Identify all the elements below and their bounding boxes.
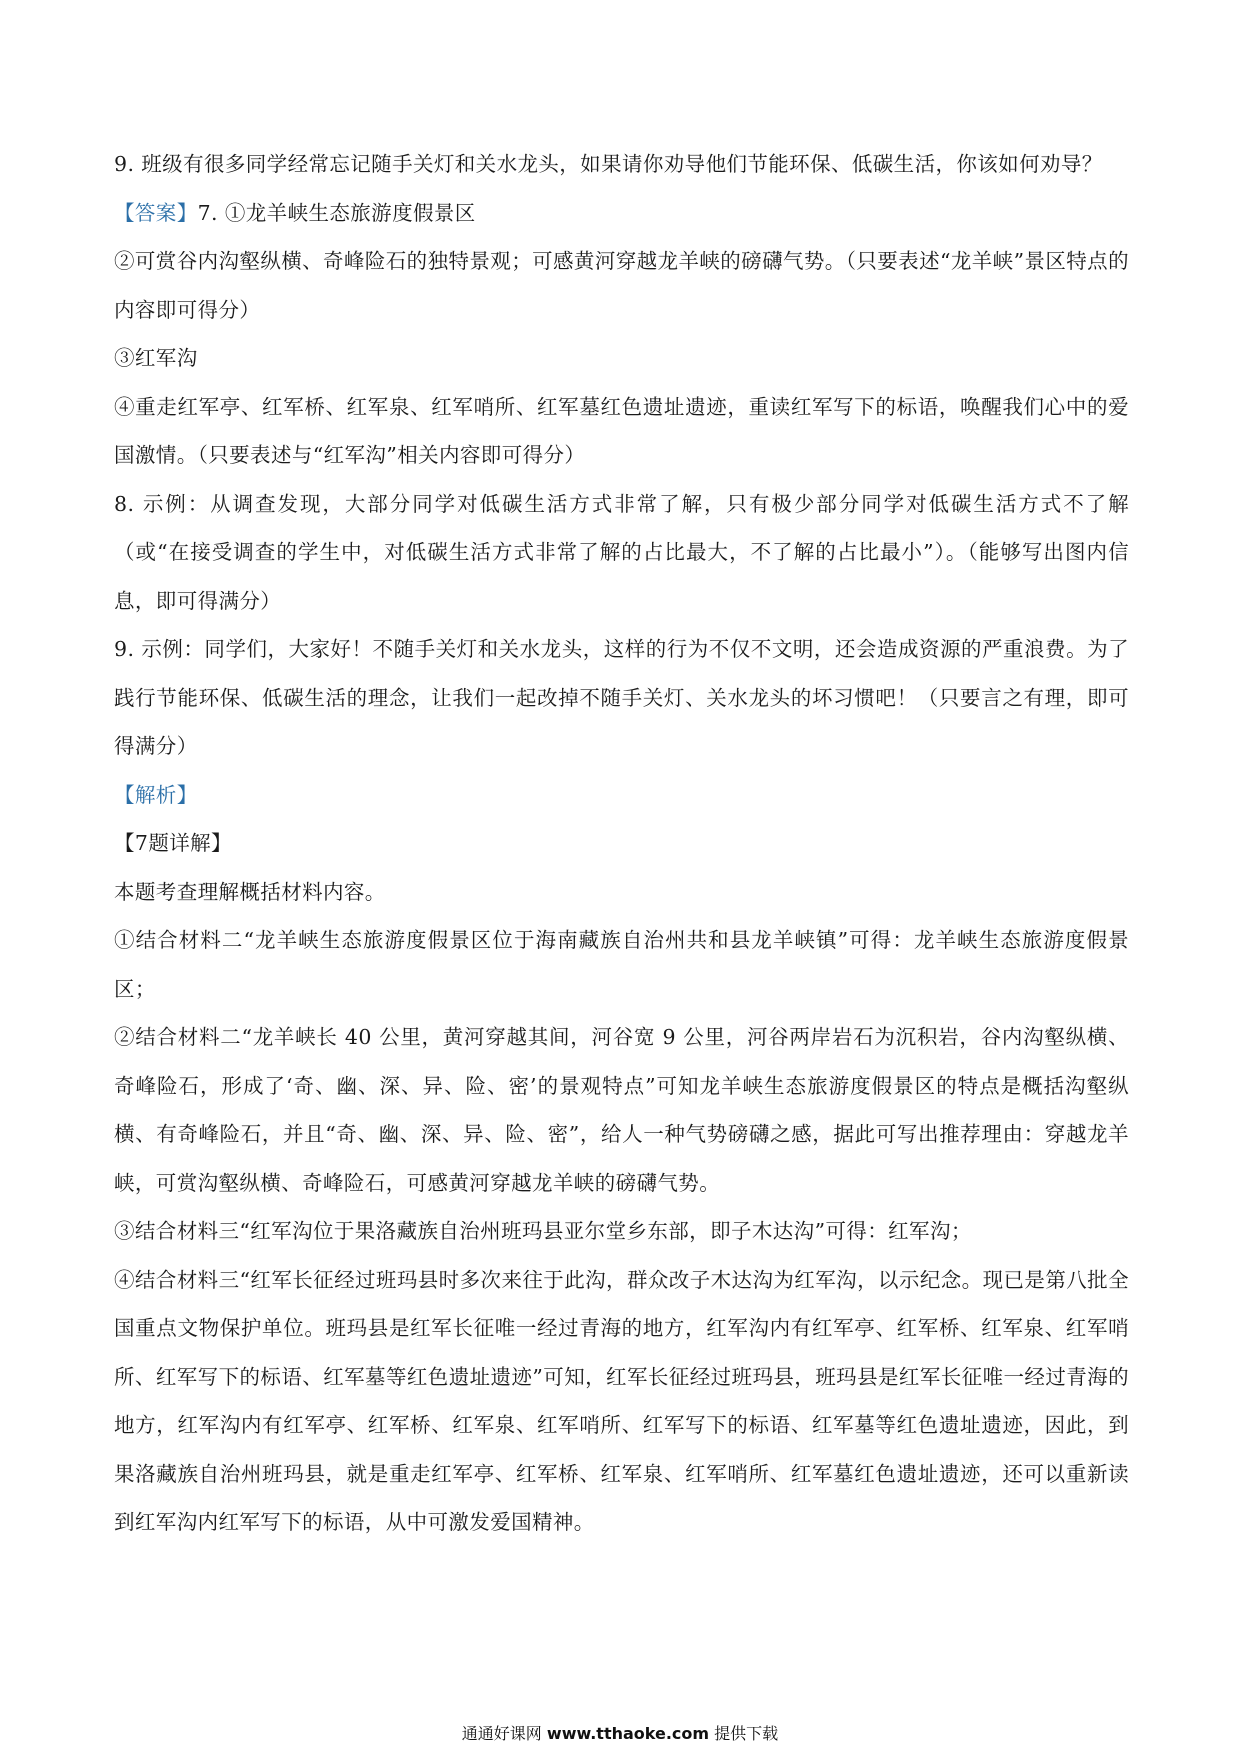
document-body	[114, 140, 1129, 1547]
answer-q7-item3: ③红军沟	[114, 346, 198, 370]
question-9: 9. 班级有很多同学经常忘记随手关灯和关水龙头，如果请你劝导他们节能环保、低碳生活，你该如何劝导？	[114, 152, 1103, 176]
footer-suffix: 提供下载	[714, 1724, 779, 1743]
analysis-point-1: ①结合材料二“龙羊峡生态旅游度假景区位于海南藏族自治州共和县龙羊峡镇”可得：龙羊峡生态旅游度假景区；	[114, 928, 1129, 1001]
answer-q8: 8. 示例：从调查发现，大部分同学对低碳生活方式非常了解，只有极少部分同学对低碳生活方式不了解（或“在接受调查的学生中，对低碳生活方式非常了解的占比最大，不了解的占比最小”）。（能够写出图内信息，即可得满分）	[114, 491, 1129, 613]
answer-q7-item1	[114, 189, 1129, 238]
answer-q9: 9. 示例：同学们，大家好！不随手关灯和关水龙头，这样的行为不仅不文明，还会造成资源的严重浪费。为了践行节能环保、低碳生活的理念，让我们一起改掉不随手关灯、关水龙头的坏习惯吧！（只要言之有理，即可得满分）	[114, 637, 1129, 758]
analysis-point-3: ③结合材料三“红军沟位于果洛藏族自治州班玛县亚尔堂乡东部，即子木达沟”可得：红军沟；	[114, 1219, 972, 1243]
answer-q7-item2: ②可赏谷内沟壑纵横、奇峰险石的独特景观；可感黄河穿越龙羊峡的磅礴气势。（只要表述“龙羊峡”景区特点的内容即可得分）	[114, 249, 1129, 322]
answer-q7-item1-text: 7. ①龙羊峡生态旅游度假景区	[197, 200, 476, 225]
analysis-tag: 【解析】	[114, 782, 198, 807]
answer-tag: 【答案】	[114, 200, 198, 225]
analysis-point-2: ②结合材料二“龙羊峡长 40 公里，黄河穿越其间，河谷宽 9 公里，河谷两岸岩石为沉积岩，谷内沟壑纵横、奇峰险石，形成了‘奇、幽、深、异、险、密’的景观特点”可知龙羊峡生态旅游度假景区的特点是概括沟壑纵横、有奇峰险石，并且“奇、幽、深、异、险、密”，给人一种气势磅礴之感，据此可写出推荐理由：穿越龙羊峡，可赏沟壑纵横、奇峰险石，可感黄河穿越龙羊峡的磅礴气势。	[114, 1025, 1129, 1195]
footer-prefix: 通通好课网	[461, 1724, 542, 1743]
answer-q7-item4: ④重走红军亭、红军桥、红军泉、红军哨所、红军墓红色遗址遗迹，重读红军写下的标语，唤醒我们心中的爱国激情。（只要表述与“红军沟”相关内容即可得分）	[114, 394, 1129, 467]
footer-site-link[interactable]: www.tthaoke.com	[546, 1724, 710, 1743]
analysis-q7-heading: 【7题详解】	[114, 831, 232, 855]
analysis-point-4: ④结合材料三“红军长征经过班玛县时多次来往于此沟，群众改子木达沟为红军沟，以示纪念。现已是第八批全国重点文物保护单位。班玛县是红军长征唯一经过青海的地方，红军沟内有红军亭、红军桥、红军泉、红军哨所、红军写下的标语、红军墓等红色遗址遗迹”可知，红军长征经过班玛县，班玛县是红军长征唯一经过青海的地方，红军沟内有红军亭、红军桥、红军泉、红军哨所、红军写下的标语、红军墓等红色遗址遗迹，因此，到果洛藏族自治州班玛县，就是重走红军亭、红军桥、红军泉、红军哨所、红军墓红色遗址遗迹，还可以重新读到红军沟内红军写下的标语，从中可激发爱国精神。	[114, 1267, 1129, 1534]
analysis-tag-line	[114, 771, 1129, 820]
page-footer	[0, 1722, 1240, 1746]
analysis-intro: 本题考查理解概括材料内容。	[114, 879, 386, 904]
